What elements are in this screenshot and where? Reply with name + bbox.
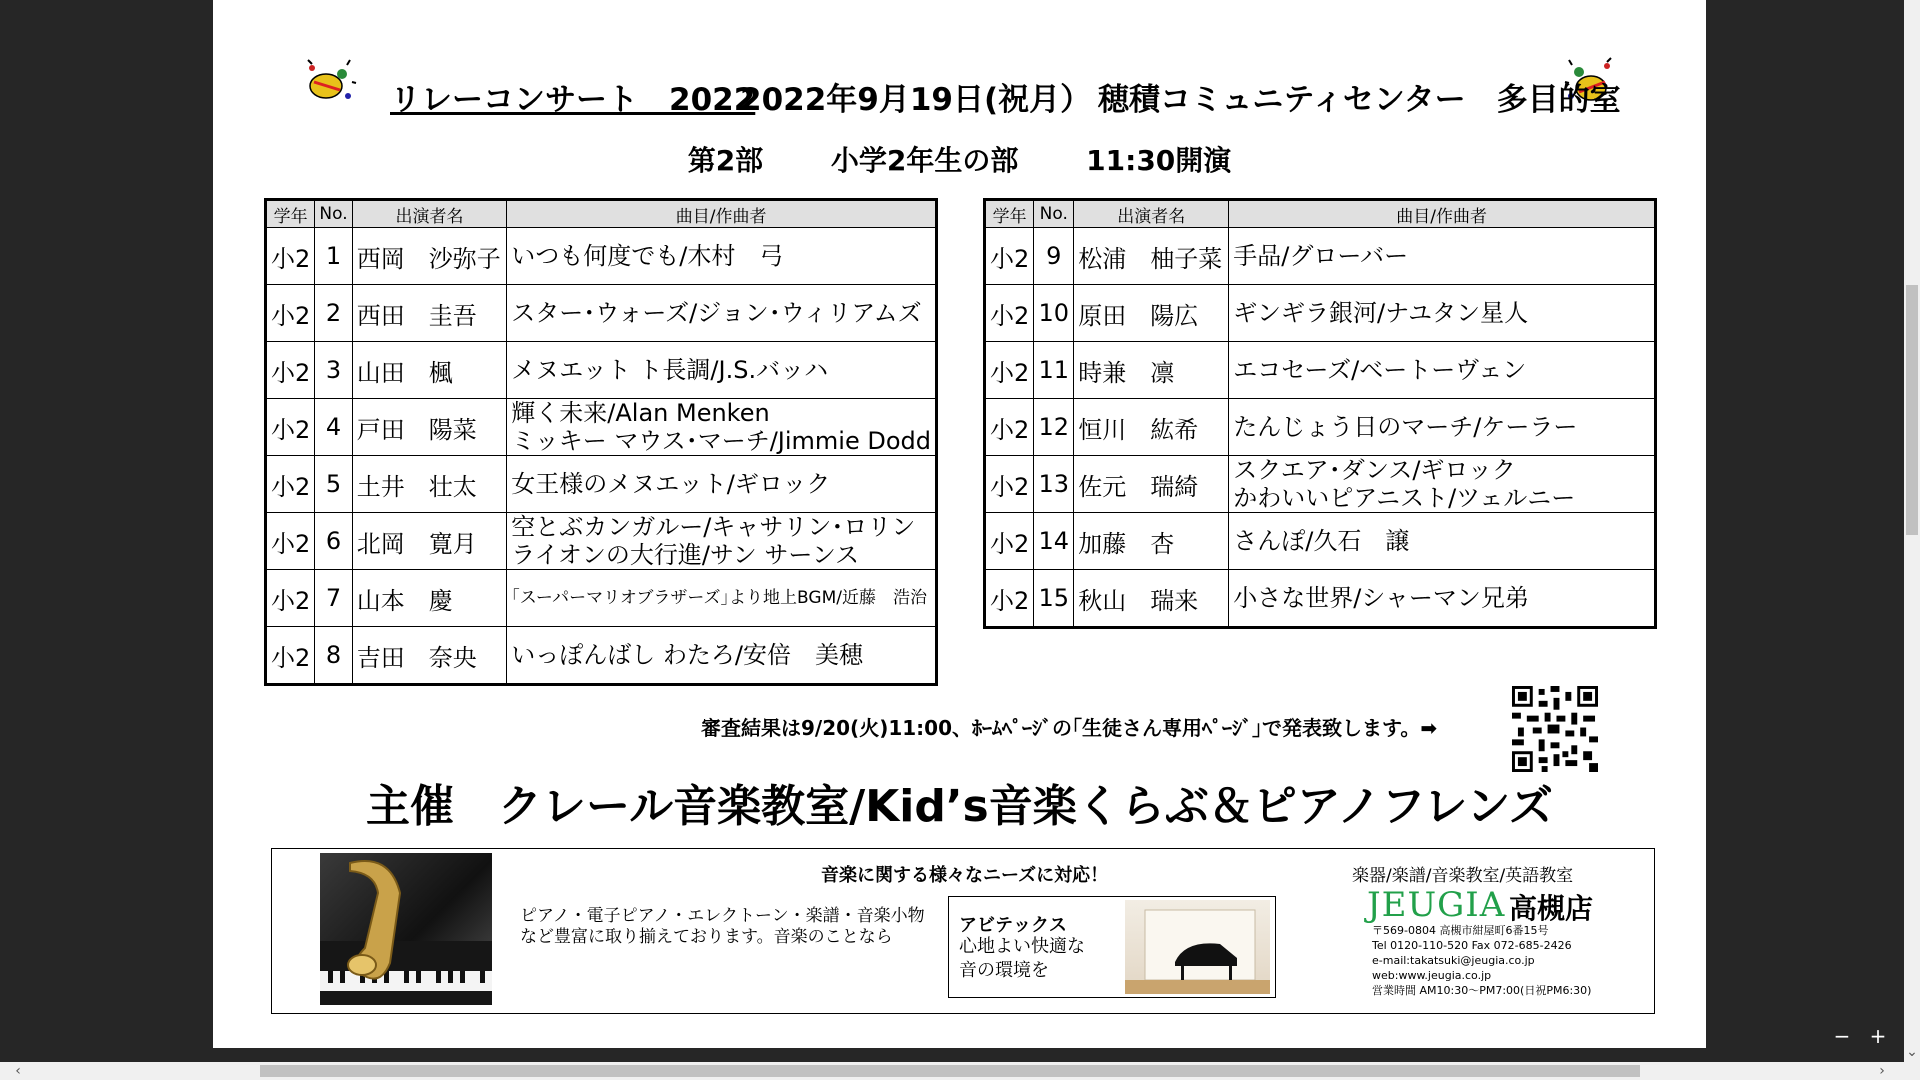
column-header-grade: 学年 (266, 200, 315, 228)
vertical-scrollbar[interactable] (1904, 0, 1920, 1062)
number-cell: 8 (315, 627, 352, 685)
piece-cell (507, 342, 937, 399)
piece-cell (1229, 285, 1656, 342)
performer-name-cell: 秋山 瑞来 (1074, 570, 1229, 628)
grade-cell: 小2 (985, 513, 1034, 570)
number-cell: 14 (1034, 513, 1074, 570)
grade-cell: 小2 (266, 285, 315, 342)
scroll-right-arrow-icon[interactable]: › (1879, 1063, 1885, 1079)
store-contact (1372, 923, 1591, 998)
grade-cell: 小2 (985, 456, 1034, 513)
column-header-piece: 曲目/作曲者 (1229, 200, 1656, 228)
ad-headline: 音楽に関する様々なニーズに対応！ (821, 865, 1109, 886)
piece-cell (507, 228, 937, 285)
instrument-clipart-icon (300, 52, 360, 112)
number-cell: 13 (1034, 456, 1074, 513)
piece-cell (1229, 399, 1656, 456)
piece-cell (1229, 570, 1656, 628)
piece-line: かわいいピアニスト/ツェルニー (1233, 484, 1576, 512)
table-row (985, 399, 1656, 456)
table-row (266, 570, 937, 627)
grade-cell: 小2 (266, 456, 315, 513)
zoom-out-button[interactable]: − (1833, 1024, 1851, 1048)
scroll-left-arrow-icon[interactable]: ‹ (15, 1063, 21, 1079)
grade-cell: 小2 (266, 627, 315, 685)
performer-rows-right (985, 228, 1656, 628)
store-address: 〒569-0804 高槻市紺屋町6番15号 (1372, 924, 1549, 937)
store-services: 楽器/楽譜/音楽教室/英語教室 (1352, 866, 1574, 886)
number-cell: 5 (315, 456, 352, 513)
table-row (266, 399, 937, 456)
grade-cell: 小2 (985, 570, 1034, 628)
column-header-performer: 出演者名 (1074, 200, 1229, 228)
performer-name-cell: 時兼 凛 (1074, 342, 1229, 399)
horizontal-scroll-thumb[interactable] (260, 1065, 1640, 1077)
piece-cell (507, 513, 937, 570)
number-cell: 7 (315, 570, 352, 627)
store-website: web:www.jeugia.co.jp (1372, 969, 1492, 982)
number-cell: 3 (315, 342, 352, 399)
performer-name-cell: 松浦 柚子菜 (1074, 228, 1229, 285)
grade-cell: 小2 (266, 342, 315, 399)
table-row (985, 342, 1656, 399)
table-row (266, 228, 937, 285)
column-header-grade: 学年 (985, 200, 1034, 228)
section-subtitle: 第2部 小学2年生の部 11:30開演 (687, 144, 1232, 177)
piece-line: エコセーズ/ベートーヴェン (1233, 356, 1527, 384)
number-cell: 6 (315, 513, 352, 570)
piano-room-photo (1125, 900, 1270, 994)
table-header-row (266, 200, 937, 228)
piece-cell (1229, 342, 1656, 399)
ad-inset-text: 心地よい快適な音の環境を (959, 936, 1085, 981)
piece-line: ギンギラ銀河/ナユタン星人 (1233, 299, 1529, 327)
table-row (266, 342, 937, 399)
number-cell: 12 (1034, 399, 1074, 456)
performer-name-cell: 西田 圭吾 (352, 285, 507, 342)
grade-cell: 小2 (985, 342, 1034, 399)
piece-cell (507, 627, 937, 685)
grade-cell: 小2 (985, 399, 1034, 456)
store-hours: 営業時間 AM10:30～PM7:00(日祝PM6:30) (1372, 984, 1592, 997)
piece-line: ライオンの大行進/サン サーンス (511, 541, 860, 569)
piece-cell (1229, 513, 1656, 570)
number-cell: 11 (1034, 342, 1074, 399)
piece-line: 小さな世界/シャーマン兄弟 (1233, 584, 1529, 612)
piece-line: 空とぶカンガルー/キャサリン･ロリン (511, 513, 916, 541)
performer-rows-left (266, 228, 937, 685)
table-row (266, 627, 937, 685)
performer-name-cell: 山本 慶 (352, 570, 507, 627)
piece-line: いつも何度でも/木村 弓 (511, 242, 784, 270)
piece-line: いっぽんばし わたろ/安倍 美穂 (511, 641, 863, 669)
concert-venue: 穂積コミュニティセンター 多目的室 (1098, 82, 1621, 118)
table-row (266, 456, 937, 513)
number-cell: 15 (1034, 570, 1074, 628)
table-row (985, 456, 1656, 513)
piece-line: メヌエット ト長調/J.S.バッハ (511, 356, 829, 384)
zoom-in-button[interactable]: + (1869, 1024, 1887, 1048)
piece-line: スター･ウォーズ/ジョン･ウィリアムズ (511, 299, 922, 327)
grade-cell: 小2 (985, 228, 1034, 285)
performer-table-left (264, 198, 938, 686)
number-cell: 10 (1034, 285, 1074, 342)
performer-name-cell: 戸田 陽菜 (352, 399, 507, 456)
piece-line: 女王様のメヌエット/ギロック (511, 470, 831, 498)
grade-cell: 小2 (266, 228, 315, 285)
piece-cell (507, 399, 937, 456)
piece-cell (507, 570, 937, 627)
ad-body-text: ピアノ・電子ピアノ・エレクトーン・楽譜・音楽小物など豊富に取り揃えております。音楽のことなら (520, 906, 925, 947)
concert-date: 2022年9月19日(祝月） (740, 82, 1092, 118)
piece-cell (507, 456, 937, 513)
vertical-scroll-thumb[interactable] (1906, 285, 1918, 535)
piece-line: スクエア･ダンス/ギロック (1233, 456, 1516, 484)
table-header-row (985, 200, 1656, 228)
scroll-down-arrow-icon[interactable]: ⌄ (1906, 1044, 1918, 1060)
column-header-no: No. (1034, 200, 1074, 228)
store-email: e-mail:takatsuki@jeugia.co.jp (1372, 954, 1535, 967)
piece-line: たんじょう日のマーチ/ケーラー (1233, 413, 1578, 441)
advertisement-box (271, 848, 1655, 1014)
piece-cell (1229, 456, 1656, 513)
performer-table-right (983, 198, 1657, 629)
number-cell: 1 (315, 228, 352, 285)
grade-cell: 小2 (266, 399, 315, 456)
table-row (985, 228, 1656, 285)
concert-title: リレーコンサート 2022 (390, 82, 756, 118)
column-header-piece: 曲目/作曲者 (507, 200, 937, 228)
jeugia-logo: JEUGIA (1367, 885, 1506, 925)
performer-name-cell: 恒川 紘希 (1074, 399, 1229, 456)
number-cell: 2 (315, 285, 352, 342)
piece-cell (507, 285, 937, 342)
table-row (985, 513, 1656, 570)
number-cell: 9 (1034, 228, 1074, 285)
performer-name-cell: 山田 楓 (352, 342, 507, 399)
piece-line: 輝く未来/Alan Menken (511, 399, 770, 427)
number-cell: 4 (315, 399, 352, 456)
grade-cell: 小2 (266, 570, 315, 627)
column-header-no: No. (315, 200, 352, 228)
table-row (266, 285, 937, 342)
table-row (266, 513, 937, 570)
grade-cell: 小2 (985, 285, 1034, 342)
performer-name-cell: 原田 陽広 (1074, 285, 1229, 342)
store-name: 高槻店 (1509, 892, 1594, 925)
performer-name-cell: 佐元 瑞綺 (1074, 456, 1229, 513)
performer-name-cell: 加藤 杏 (1074, 513, 1229, 570)
table-row (985, 285, 1656, 342)
performer-name-cell: 西岡 沙弥子 (352, 228, 507, 285)
piece-line: 手品/グローバー (1233, 242, 1409, 270)
performer-name-cell: 北岡 寛月 (352, 513, 507, 570)
performer-name-cell: 吉田 奈央 (352, 627, 507, 685)
ad-inset-box (948, 896, 1276, 998)
ad-inset-title: アビテックス (959, 915, 1067, 936)
instrument-photo (320, 853, 492, 1005)
column-header-performer: 出演者名 (352, 200, 507, 228)
table-row (985, 570, 1656, 628)
piece-cell (1229, 228, 1656, 285)
organizer-line: 主催 クレール音楽教室/Kid’s音楽くらぶ＆ピアノフレンズ (365, 781, 1554, 832)
store-phone: Tel 0120-110-520 Fax 072-685-2426 (1372, 939, 1572, 952)
horizontal-scrollbar[interactable] (0, 1062, 1920, 1080)
grade-cell: 小2 (266, 513, 315, 570)
qr-code-icon[interactable] (1512, 686, 1598, 772)
results-announcement: 審査結果は9/20(火)11:00、ﾎｰﾑﾍﾟｰｼﾞの｢生徒さん専用ﾍﾟｰｼﾞ｣で発表致します。➡ (701, 716, 1438, 740)
piece-line: さんぽ/久石 譲 (1233, 527, 1410, 555)
performer-name-cell: 土井 壮太 (352, 456, 507, 513)
document-page (213, 0, 1706, 1048)
piece-line: ミッキー マウス･マーチ/Jimmie Dodd (511, 427, 931, 455)
piece-line: ｢スーパーマリオブラザーズ｣より地上BGM/近藤 浩治 (511, 588, 927, 608)
